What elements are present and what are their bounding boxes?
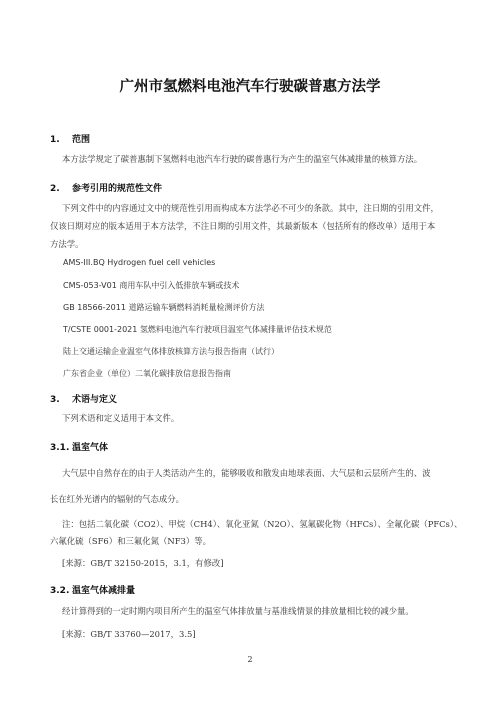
section-3-2-heading [50,583,135,596]
section-2-line-1: 下列文件中的内容通过文中的规范性引用而构成本方法学必不可少的条款。其中，注日期的引用文件， [62,203,439,213]
page-number: 2 [247,655,253,664]
section-2-line-3: 方法学。 [50,239,84,249]
reference-item: GB 18566-2011 道路运输车辆燃料消耗量检测评价方法 [63,303,265,312]
section-3-1-note-line-2: 六氟化硫（SF6）和三氟化氮（NF3）等。 [50,536,211,546]
section-3-1-number: 3.1. [50,443,70,453]
section-3-1-heading [50,440,108,453]
section-3-2-title: 温室气体减排量 [72,586,136,596]
section-1-number: 1. [50,135,60,145]
section-2-number: 2. [50,184,60,194]
section-2-heading [50,181,162,194]
section-3-1-note-line-1: 注：包括二氧化碳（CO2）、甲烷（CH4）、氧化亚氮（N2O）、氢氟碳化物（HFCs）、全氟化碳（PFCs）、 [62,519,463,529]
section-3-text: 下列术语和定义适用于本文件。 [62,413,180,423]
reference-item: CMS-053-V01 商用车队中引入低排放车辆或技术 [63,281,240,290]
section-3-2-source: [来源：GB/T 33760—2017，3.5] [62,629,196,639]
section-1-heading [50,132,90,145]
section-3-1-source: [来源：GB/T 32150-2015，3.1，有修改] [62,558,224,568]
section-2-title: 参考引用的规范性文件 [72,184,163,194]
section-3-1-line-2: 长在红外光谱内的辐射的气态成分。 [50,494,184,504]
reference-item: 陆上交通运输企业温室气体排放核算方法与报告指南（试行） [63,347,279,356]
document-title: 广州市氢燃料电池汽车行驶碳普惠方法学 [119,79,381,95]
section-3-2-number: 3.2. [50,586,70,596]
section-1-title: 范围 [72,135,91,145]
section-3-number: 3. [50,395,60,405]
reference-item: 广东省企业（单位）二氧化碳排放信息报告指南 [63,369,231,378]
section-3-1-line-1: 大气层中自然存在的由于人类活动产生的，能够吸收和散发由地球表面、大气层和云层所产生的、波 [62,468,431,478]
reference-item: T/CSTE 0001-2021 氢燃料电池汽车行驶项目温室气体减排量评估技术规范 [63,325,332,334]
section-3-2-text: 经计算得到的一定时期内项目所产生的温室气体排放量与基准线情景的排放量相比较的减少量。 [62,606,414,616]
reference-item: AMS-III.BQ Hydrogen fuel cell vehicles [63,258,216,267]
section-2-line-2: 仅该日期对应的版本适用于本方法学，不注日期的引用文件，其最新版本（包括所有的修改单）适用于本 [50,221,436,231]
section-3-1-title: 温室气体 [72,443,109,453]
section-1-text: 本方法学规定了碳普惠制下氢燃料电池汽车行驶的碳普惠行为产生的温室气体减排量的核算方法。 [62,154,423,164]
section-3-title: 术语与定义 [72,395,118,405]
section-3-heading [50,392,117,405]
